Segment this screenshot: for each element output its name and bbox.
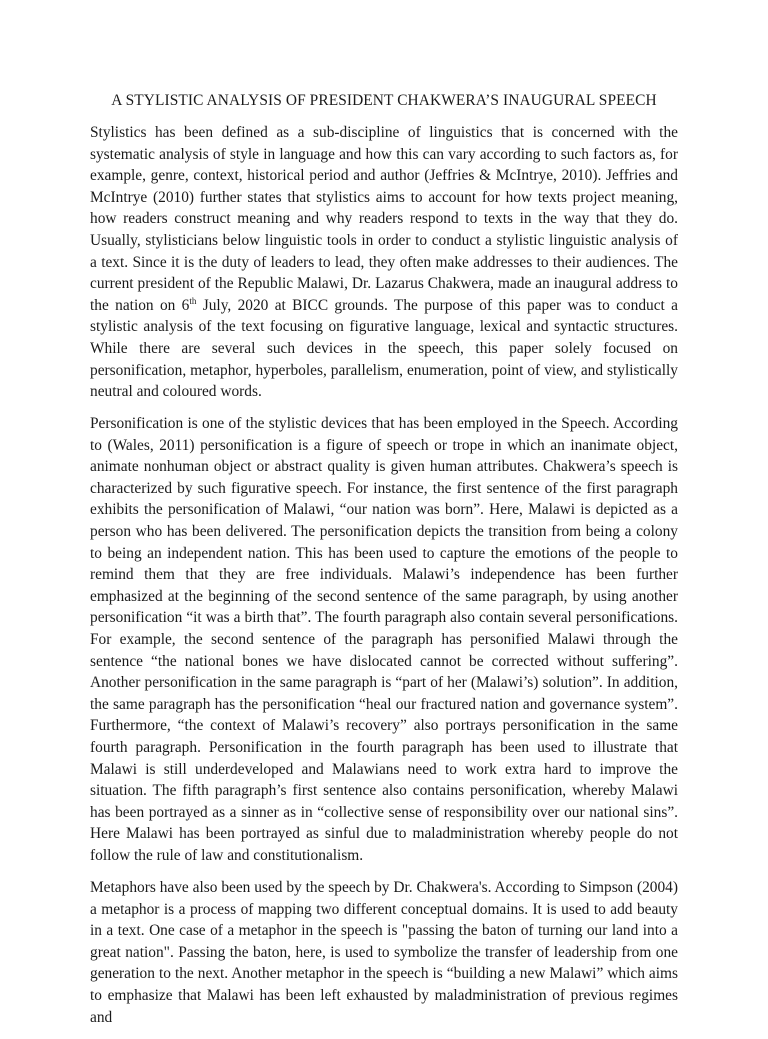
paragraph-personification: Personification is one of the stylistic devices that has been employed in the Speech. According to (Wales, 2011) personification is a figure of speech or trope in which an inanimate object, animate nonhuman object or abstract quality is given human attributes. Chakwera’s speech is characterized by such figurative speech. For instance, the first sentence of the first paragraph exhibits the personification of Malawi, “our nation was born”. Here, Malawi is depicted as a person who has been delivered. The personification depicts the transition from being a colony to being an independent nation. This has been used to capture the emotions of the people to remind them that they are free individuals. Malawi’s independence has been further emphasized at the beginning of the second sentence of the same paragraph, by using another personification “it was a birth that”. The fourth paragraph also contain several personifications. For example, the second sentence of the paragraph has personified Malawi through the sentence “the national bones we have dislocated cannot be corrected without suffering”. Another personification in the same paragraph is “part of her (Malawi’s) solution”. In addition, the same paragraph has the personification “heal our fractured nation and governance system”. Furthermore, “the context of Malawi’s recovery” also portrays personification in the same fourth paragraph. Personification in the fourth paragraph has been used to illustrate that Malawi is still underdeveloped and Malawians need to work extra hard to improve the situation. The fifth paragraph’s first sentence also contains personification, whereby Malawi has been portrayed as a sinner as in “collective sense of responsibility over our national sins”. Here Malawi has been portrayed as sinful due to maladministration whereby people do not follow the rule of law and constitutionalism. [90,415,678,864]
paragraph-metaphors: Metaphors have also been used by the speech by Dr. Chakwera's. According to Simpson (2004) a metaphor is a process of mapping two different conceptual domains. It is used to add beauty in a text. One case of a metaphor in the speech is "passing the baton of turning our land into a great nation". Passing the baton, here, is used to symbolize the transfer of leadership from one generation to the next. Another metaphor in the speech is “building a new Malawi” which aims to emphasize that Malawi has been left exhausted by maladministration of previous regimes and [90,878,678,1026]
paragraph-introduction [90,122,678,403]
paragraph-text: July, 2020 at BICC grounds. The purpose of this paper was to conduct a stylistic analysis of the text focusing on figurative language, lexical and syntactic structures. While there are several such devices in the speech, this paper solely focused on personification, metaphor, hyperboles, parallelism, enumeration, point of view, and stylistically neutral and coloured words. [90,296,678,401]
ordinal-suffix: th [189,295,197,306]
document-body [90,122,678,1039]
paragraph-text: Stylistics has been defined as a sub-discipline of linguistics that is concerned with the systematic analysis of style in language and how this can vary according to such factors as, for example, genre, context, historical period and author (Jeffries & McIntrye, 2010). Jeffries and McIntrye (2010) further states that stylistics aims to account for how texts project meaning, how readers construct meaning and why readers respond to texts in the way that they do. Usually, stylisticians below linguistic tools in order to conduct a stylistic linguistic analysis of a text. Since it is the duty of leaders to lead, they often make addresses to their audiences. The current president of the Republic Malawi, Dr. Lazarus Chakwera, made an inaugural address to the nation on 6 [90,124,678,314]
document-title: A STYLISTIC ANALYSIS OF PRESIDENT CHAKWERA’S INAUGURAL SPEECH [111,92,657,109]
